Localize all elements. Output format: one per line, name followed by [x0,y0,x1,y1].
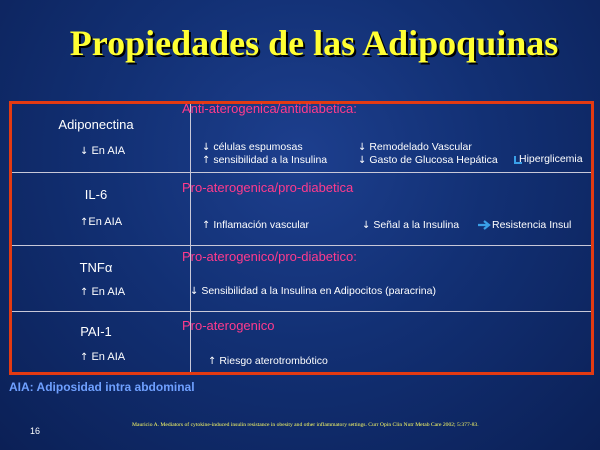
adiponectina-effects-col2: ↓ Remodelado Vascular ↓ Gasto de Glucosa Hepática [358,141,498,166]
reference-citation: Mauricio A. Mediators of cytokine-induced insulin resistance in obesity and other inflammatory settings. Curr Opin Clin Nutr Metab Care 2002; 5:377-83. [132,422,479,428]
adiponectina-label: Adiponectina [58,117,134,132]
page-number: 16 [30,426,41,436]
table-frame [9,101,594,375]
il6-sub: ↑En AIA [80,216,123,228]
pai1-effect-1: ↑ Riesgo aterotrombótico [208,355,328,367]
row-divider [12,245,591,246]
slide-title: Propiedades de las Adipoquinas [69,23,559,63]
hiperglicemia-label: Hiperglicemia [519,153,583,165]
pai1-label: PAI-1 [80,324,112,339]
adiponectina-heading: Anti-aterogenica/antidiabetica: [182,101,357,116]
il6-effect-3: Resistencia Insul [492,219,572,231]
il6-effect-1: ↑ Inflamación vascular [202,219,310,231]
row-divider [12,172,591,173]
il6-effect-2: ↓ Señal a la Insulina [362,219,460,231]
pai1-heading: Pro-aterogenico [182,318,275,333]
tnf-heading: Pro-aterogenico/pro-diabetico: [182,249,357,264]
tnf-sub: ↑ En AIA [80,286,126,298]
il6-heading: Pro-aterogenica/pro-diabetica [182,180,354,195]
pai1-sub: ↑ En AIA [80,351,126,363]
tnf-label: TNFα [79,260,113,275]
tnf-effect-1: ↓ Sensibilidad a la Insulina en Adipocitos (paracrina) [190,285,436,297]
adiponectina-sub: ↓ En AIA [80,145,126,157]
footnote: AIA: Adiposidad intra abdominal [9,380,195,394]
row-divider [12,311,591,312]
adiponectina-effects-col1: ↓ células espumosas ↑ sensibilidad a la Insulina [202,141,328,166]
il6-label: IL-6 [84,187,108,202]
arrow-icon [478,220,492,230]
